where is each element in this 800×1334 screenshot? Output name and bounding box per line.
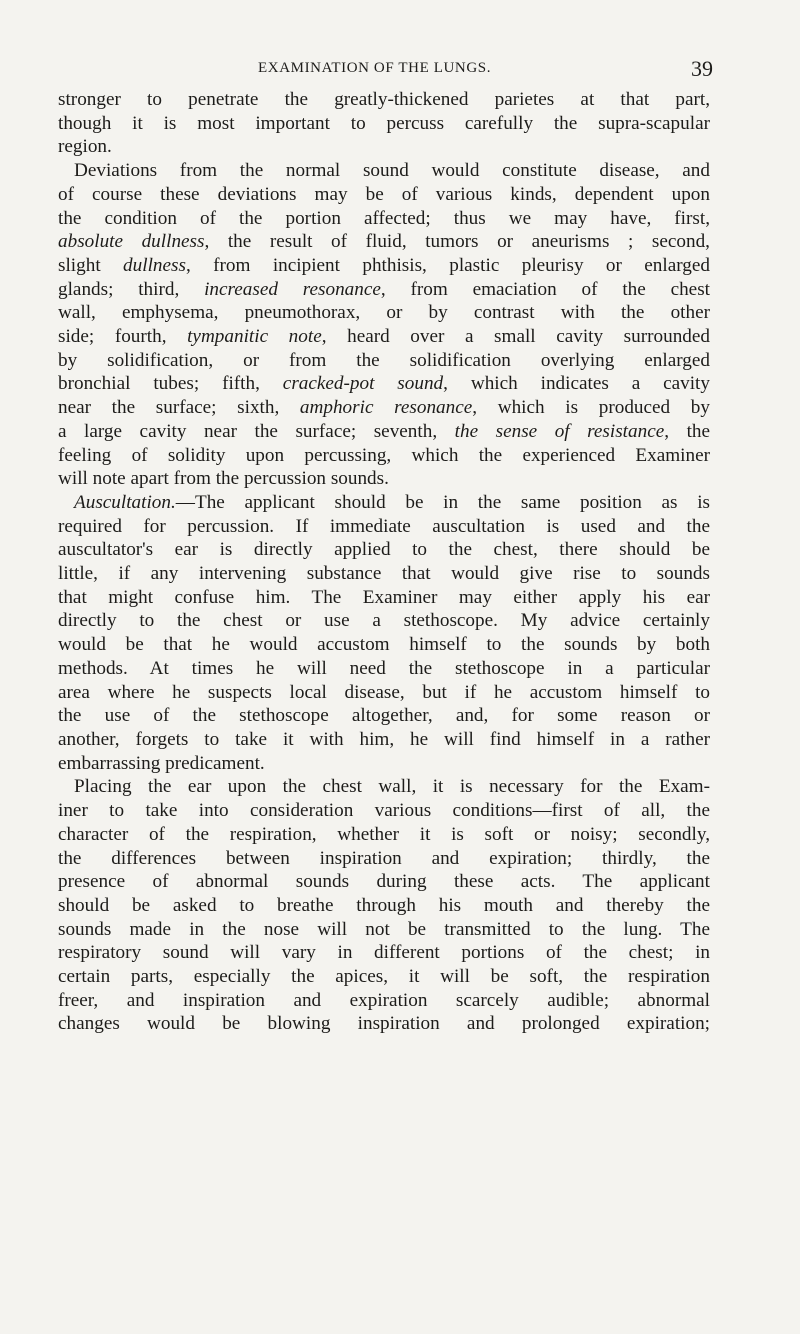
text-line (58, 989, 710, 1013)
text-line (58, 894, 710, 918)
text-segment: Placing the ear upon the chest wall, it is necessary for the Exam- (74, 776, 710, 798)
text-line (58, 135, 710, 159)
text-segment: changes would be blowing inspiration and prolonged expiration; (58, 1013, 710, 1035)
text-line (58, 515, 710, 539)
italic-term: Auscultation. (74, 491, 176, 513)
italic-term: the sense of resistance (454, 420, 665, 442)
text-line (58, 681, 710, 705)
text-line (58, 159, 710, 183)
text-line (58, 918, 710, 942)
text-line (58, 941, 710, 965)
running-head: EXAMINATION OF THE LUNGS. (258, 60, 492, 76)
text-segment: another, forgets to take it with him, he will find himself in a rather (58, 728, 710, 750)
text-segment: by solidification, or from the solidification overlying enlarged (58, 349, 710, 371)
text-segment: sounds made in the nose will not be transmitted to the lung. The (58, 918, 710, 940)
text-line (58, 752, 710, 776)
italic-term: tympanitic note (187, 326, 322, 348)
text-segment: would be that he would accustom himself to the sounds by both (58, 634, 710, 656)
text-segment: slight (58, 254, 124, 276)
text-line (58, 1012, 710, 1036)
text-line (58, 775, 710, 799)
text-line (58, 420, 710, 444)
text-segment: Deviations from the normal sound would constitute disease, and (74, 160, 710, 182)
text-segment: auscultator's ear is directly applied to the chest, there should be (58, 539, 710, 561)
text-segment: presence of abnormal sounds during these acts. The applicant (58, 871, 710, 893)
text-line (58, 823, 710, 847)
text-line (58, 254, 710, 278)
text-line (58, 538, 710, 562)
text-line (58, 704, 710, 728)
text-segment: respiratory sound will vary in different portions of the chest; in (58, 942, 710, 964)
text-line (58, 657, 710, 681)
text-line (58, 467, 710, 491)
text-line (58, 183, 710, 207)
text-line (58, 88, 710, 112)
italic-term: dullness (123, 254, 186, 276)
text-segment: , which is produced by (472, 397, 710, 419)
text-line (58, 349, 710, 373)
body-text (58, 88, 710, 1036)
text-line (58, 633, 710, 657)
text-segment: directly to the chest or use a stethoscope. My advice certainly (58, 610, 710, 632)
text-line (58, 562, 710, 586)
text-line (58, 444, 710, 468)
text-line (58, 207, 710, 231)
italic-term: amphoric resonance (299, 397, 473, 419)
text-line (58, 230, 710, 254)
text-segment: , from emaciation of the chest (380, 278, 710, 300)
italic-term: absolute dullness (58, 231, 205, 253)
text-segment: certain parts, especially the apices, it will be soft, the respiration (58, 966, 710, 988)
italic-term: increased resonance (204, 278, 381, 300)
text-segment: should be asked to breathe through his mouth and thereby the (58, 894, 710, 916)
text-segment: of course these deviations may be of various kinds, dependent upon (58, 183, 710, 205)
text-segment: little, if any intervening substance that would give rise to sounds (58, 563, 710, 585)
text-segment: glands; third, (58, 278, 205, 300)
text-segment: stronger to penetrate the greatly-thickened parietes at that part, (58, 89, 710, 110)
text-segment: character of the respiration, whether it is soft or noisy; secondly, (58, 823, 710, 845)
text-segment: freer, and inspiration and expiration scarcely audible; abnormal (58, 989, 710, 1011)
text-line (58, 728, 710, 752)
page-number: 39 (691, 56, 713, 81)
text-segment: bronchial tubes; fifth, (58, 373, 283, 395)
text-segment: near the surface; sixth, (58, 397, 300, 419)
text-segment: the use of the stethoscope altogether, and, for some reason or (58, 705, 710, 727)
text-line (58, 586, 710, 610)
text-line (58, 278, 710, 302)
text-segment: that might confuse him. The Examiner may either apply his ear (58, 586, 710, 608)
text-segment: , heard over a small cavity surrounded (321, 326, 711, 348)
text-line (58, 301, 710, 325)
text-segment: region. (58, 136, 112, 158)
text-line (58, 491, 710, 515)
text-segment: side; fourth, (58, 326, 188, 348)
text-line (58, 799, 710, 823)
text-line (58, 396, 710, 420)
text-segment: , the (664, 420, 711, 442)
text-segment: iner to take into consideration various conditions—first of all, the (58, 800, 710, 822)
text-line (58, 965, 710, 989)
text-segment: a large cavity near the surface; seventh, (58, 420, 455, 442)
text-segment: , which indicates a cavity (443, 373, 710, 395)
text-segment: required for percussion. If immediate auscultation is used and the (58, 515, 710, 537)
text-line (58, 870, 710, 894)
text-segment: , the result of fluid, tumors or aneurisms ; second, (204, 231, 710, 253)
text-segment: the condition of the portion affected; thus we may have, first, (58, 207, 710, 229)
text-line (58, 112, 710, 136)
text-segment: methods. At times he will need the stethoscope in a particular (58, 657, 710, 679)
text-segment: , from incipient phthisis, plastic pleurisy or enlarged (185, 254, 710, 276)
text-segment: area where he suspects local disease, but if he accustom himself to (58, 681, 710, 703)
text-line (58, 847, 710, 871)
text-line (58, 609, 710, 633)
text-segment: embarrassing predicament. (58, 752, 265, 774)
text-line (58, 372, 710, 396)
text-segment: wall, emphysema, pneumothorax, or by contrast with the other (58, 302, 710, 324)
text-segment: feeling of solidity upon percussing, which the experienced Examiner (58, 444, 710, 466)
text-line (58, 325, 710, 349)
italic-term: cracked-pot sound (282, 373, 444, 395)
text-segment: will note apart from the percussion sounds. (58, 468, 389, 490)
text-segment: —The applicant should be in the same position as is (175, 491, 710, 513)
text-segment: the differences between inspiration and expiration; thirdly, the (58, 847, 710, 869)
text-segment: though it is most important to percuss carefully the supra-scapular (58, 112, 710, 134)
